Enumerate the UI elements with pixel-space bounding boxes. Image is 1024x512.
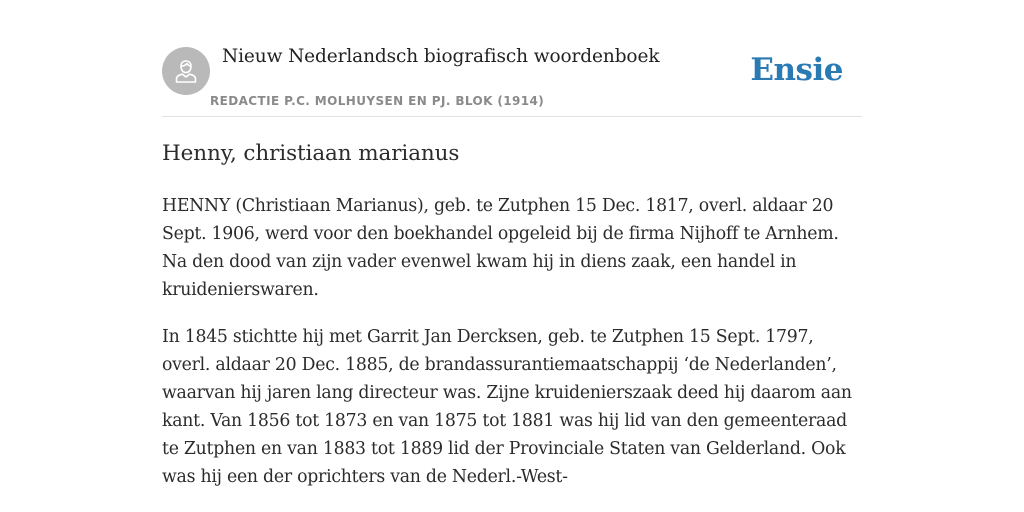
source-title[interactable]: Nieuw Nederlandsch biografisch woordenboek bbox=[222, 46, 660, 67]
avatar[interactable] bbox=[162, 47, 210, 95]
ensie-logo[interactable]: Ensie bbox=[750, 52, 843, 88]
entry-paragraph: In 1845 stichtte hij met Garrit Jan Dercksen, geb. te Zutphen 15 Sept. 1797, overl. aldaar 20 Dec. 1885, de brandassurantiemaatschappij ‘de Nederlanden’, waarvan hij jaren lang directeur was. Zijne kruidenierszaak deed hij daarom aan kant. Van 1856 tot 1873 en van 1875 tot 1881 was hij lid van den gemeenteraad te Zutphen en van 1883 tot 1889 lid der Provinciale Staten van Gelderland. Ook was hij een der oprichters van de Nederl.-West- bbox=[162, 327, 852, 487]
page-container bbox=[162, 0, 862, 487]
source-header bbox=[162, 0, 862, 117]
entry-body bbox=[162, 192, 864, 510]
entry-title: Henny, christiaan marianus bbox=[162, 141, 460, 166]
user-silhouette-icon bbox=[172, 57, 200, 85]
source-subtitle: REDACTIE P.C. MOLHUYSEN EN PJ. BLOK (1914) bbox=[210, 94, 545, 108]
entry-paragraph: HENNY (Christiaan Marianus), geb. te Zutphen 15 Dec. 1817, overl. aldaar 20 Sept. 1906, werd voor den boekhandel opgeleid bij de firma Nijhoff te Arnhem. Na den dood van zijn vader evenwel kwam hij in diens zaak, een handel in kruidenierswaren. bbox=[162, 196, 839, 300]
